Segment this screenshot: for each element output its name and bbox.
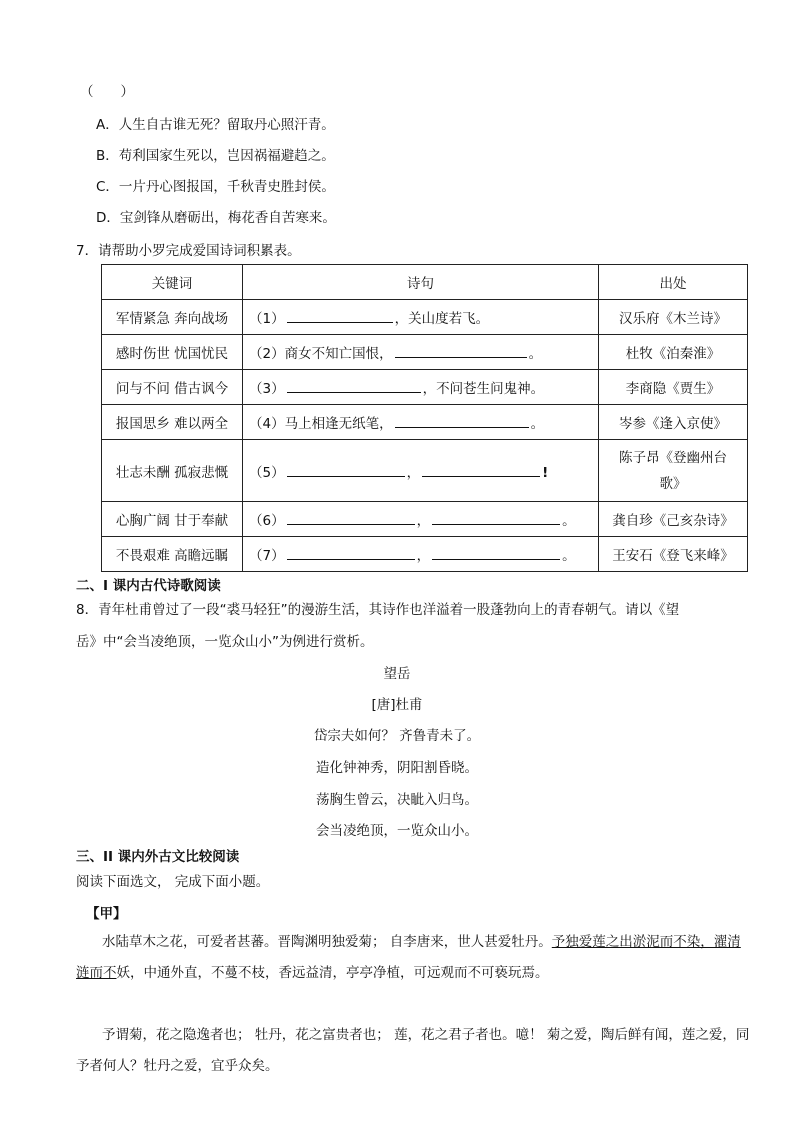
poem-text: 马上相逢无纸笔， (284, 416, 393, 432)
line-number: （7） (249, 548, 285, 564)
source-cell: 龚自珍《己亥杂诗》 (599, 502, 748, 537)
poem-text: ，关山度若飞。 (394, 311, 490, 327)
fill-blank[interactable] (422, 464, 540, 477)
line-number: （1） (249, 311, 285, 327)
line-number: （2） (249, 346, 285, 362)
fill-blank[interactable] (287, 310, 393, 323)
section-heading: 三、II 课内外古文比较阅读 (76, 849, 240, 865)
table-header-row (102, 265, 748, 300)
source-cell: 岑参《逢入京使》 (599, 405, 748, 440)
fill-blank[interactable] (395, 345, 527, 358)
poem-text: ， (416, 513, 431, 529)
answer-parenthesis: （ ） (80, 84, 134, 100)
keyword-cell: 壮志未酬 孤寂悲慨 (102, 440, 243, 502)
table-row (102, 502, 748, 537)
poem-cell (243, 440, 599, 502)
passage-paragraph: 予谓菊，花之隐逸者也； 牡丹，花之富贵者也； 莲，花之君子者也。噫！ 菊之爱，陶后鲜有闻，莲之爱，同予者何人？牡丹之爱，宜乎众矣。 (76, 1027, 750, 1074)
table-row (102, 300, 748, 335)
poem-cell (243, 300, 599, 335)
section-heading: 二、I 课内古代诗歌阅读 (76, 578, 221, 594)
fill-blank[interactable] (287, 547, 415, 560)
poem-text: ， (406, 464, 421, 481)
poem-author: [唐]杜甫 (371, 697, 423, 713)
passage-text: 水陆草木之花，可爱者甚蕃。晋陶渊明独爱菊； 自李唐来，世人甚爱牡丹。 (102, 934, 552, 950)
fill-blank[interactable] (287, 380, 421, 393)
poem-text: ，不问苍生问鬼神。 (422, 381, 545, 397)
source-cell (599, 440, 748, 502)
poem-cell (243, 405, 599, 440)
keyword-cell: 报国思乡 难以两全 (102, 405, 243, 440)
table-row (102, 440, 748, 502)
line-number: （5） (249, 464, 285, 481)
option-b: B．苟利国家生死以，岂因祸福避趋之。 (96, 148, 335, 164)
fill-blank[interactable] (287, 464, 405, 477)
q8-text-line: 8．青年杜甫曾过了一段“裘马轻狂”的漫游生活，其诗作也洋溢着一股蓬勃向上的青春朝气。请以《望 (76, 602, 680, 618)
poem-cell (243, 537, 599, 572)
poem-cell (243, 370, 599, 405)
keyword-cell: 不畏艰难 高瞻远瞩 (102, 537, 243, 572)
poetry-table (101, 264, 748, 572)
poem-punct: 。 (530, 416, 545, 432)
poem-punct: ! (542, 464, 549, 481)
source-line: 歌》 (659, 475, 687, 492)
source-cell: 王安石《登飞来峰》 (599, 537, 748, 572)
passage-paragraph (76, 927, 750, 989)
header-source: 出处 (599, 265, 748, 300)
passage-text: 妖，中通外直，不蔓不枝，香远益清，亭亭净植，可远观而不可亵玩焉。 (116, 965, 549, 981)
q8-text-line: 岳》中“会当凌绝顶，一览众山小”为例进行赏析。 (76, 634, 374, 650)
fill-blank[interactable] (432, 512, 560, 525)
fill-blank[interactable] (287, 512, 415, 525)
fill-blank[interactable] (395, 415, 529, 428)
poem-line: 会当凌绝顶，一览众山小。 (316, 823, 478, 839)
q7-prompt: 7．请帮助小罗完成爱国诗词积累表。 (76, 243, 301, 259)
source-cell: 杜牧《泊秦淮》 (599, 335, 748, 370)
table-row (102, 370, 748, 405)
option-a: A．人生自古谁无死？留取丹心照汗青。 (96, 117, 335, 133)
keyword-cell: 问与不问 借古讽今 (102, 370, 243, 405)
poem-line: 岱宗夫如何？ 齐鲁青未了。 (313, 728, 481, 744)
table-row (102, 335, 748, 370)
poem-cell (243, 335, 599, 370)
keyword-cell: 感时伤世 忧国忧民 (102, 335, 243, 370)
poem-punct: 。 (562, 513, 576, 529)
passage-label: 【甲】 (86, 906, 127, 922)
underlined-text: 予独爱莲之出淤泥而不染，濯清涟而不 (76, 934, 741, 981)
poem-text: ， (416, 548, 431, 564)
table-row (102, 405, 748, 440)
poem-text: 商女不知亡国恨， (284, 346, 393, 362)
keyword-cell: 军情紧急 奔向战场 (102, 300, 243, 335)
line-number: （4） (249, 416, 285, 432)
fill-blank[interactable] (432, 547, 560, 560)
source-cell: 李商隐《贾生》 (599, 370, 748, 405)
poem-line: 造化钟神秀，阴阳割昏晓。 (316, 760, 478, 776)
header-keyword: 关键词 (102, 265, 243, 300)
line-number: （6） (249, 513, 285, 529)
option-d: D．宝剑锋从磨砺出，梅花香自苦寒来。 (96, 210, 336, 226)
table-row (102, 537, 748, 572)
header-poem: 诗句 (243, 265, 599, 300)
keyword-cell: 心胸广阔 甘于奉献 (102, 502, 243, 537)
line-number: （3） (249, 381, 285, 397)
poem-cell (243, 502, 599, 537)
source-line: 陈子昂《登幽州台 (619, 449, 727, 466)
reading-instruction: 阅读下面选文， 完成下面小题。 (76, 874, 270, 890)
poem-punct: 。 (528, 346, 543, 362)
poem-title: 望岳 (383, 666, 411, 682)
poem-punct: 。 (562, 548, 576, 564)
option-c: C．一片丹心图报国，千秋青史胜封侯。 (96, 179, 335, 195)
poem-line: 荡胸生曾云，决眦入归鸟。 (316, 792, 478, 808)
source-cell: 汉乐府《木兰诗》 (599, 300, 748, 335)
